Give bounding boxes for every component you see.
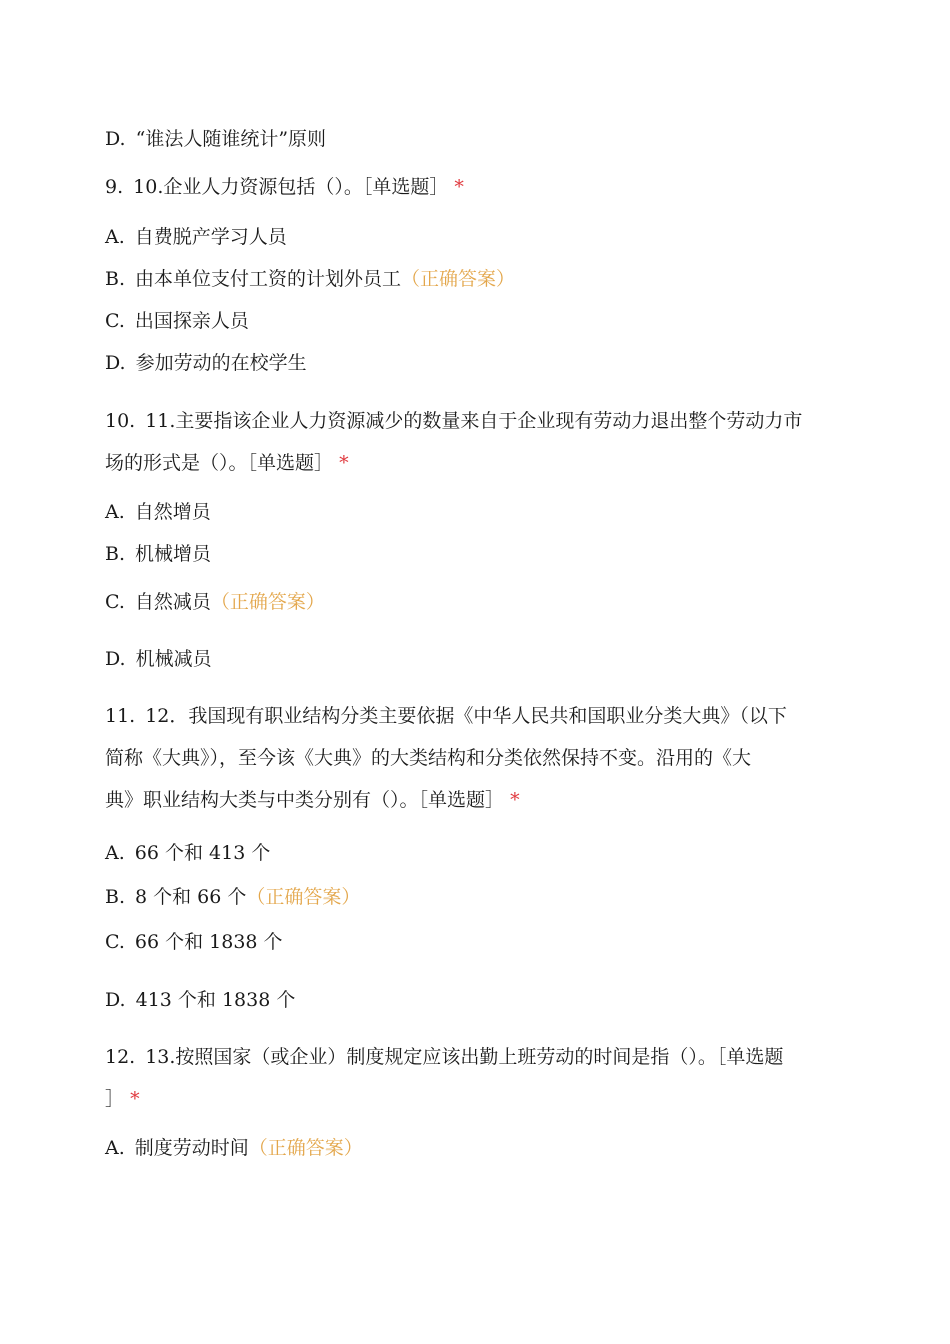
question-text: ］ — [105, 1088, 125, 1110]
required-mark: * — [339, 452, 349, 474]
option-label: D. — [105, 352, 126, 374]
question-type-tag: ［单选题］ — [362, 176, 449, 198]
question-11-option-a[interactable] — [105, 841, 270, 865]
question-type-tag: ［单选题］ — [418, 789, 505, 811]
option-label: A. — [105, 501, 125, 523]
question-9-option-a[interactable] — [105, 225, 287, 249]
correct-answer-tag: （正确答案） — [246, 886, 361, 908]
question-9-option-c[interactable] — [105, 309, 249, 333]
question-text: 简称《大典》），至今该《大典》的大类结构和分类依然保持不变。沿用的《大 — [105, 747, 752, 769]
option-text: 参加劳动的在校学生 — [135, 352, 307, 374]
option-text: 66 个和 1838 个 — [134, 931, 283, 953]
option-prev-d — [105, 127, 326, 151]
option-text: 机械增员 — [135, 543, 212, 565]
question-text: 场的形式是（）。 — [105, 452, 248, 474]
question-10-option-a[interactable] — [105, 500, 211, 524]
option-text: 自费脱产学习人员 — [134, 226, 287, 248]
option-label: B. — [105, 543, 126, 565]
question-text: 12．我国现有职业结构分类主要依据《中华人民共和国职业分类大典》（以下 — [145, 705, 787, 727]
question-11-option-c[interactable] — [105, 930, 283, 954]
question-10-option-b[interactable] — [105, 542, 211, 566]
question-number: 9. — [105, 176, 124, 198]
option-label: C. — [105, 310, 125, 332]
question-text: 11.主要指该企业人力资源减少的数量来自于企业现有劳动力退出整个劳动力市 — [145, 410, 803, 432]
question-12-title-line-1 — [105, 1045, 783, 1069]
question-12-title-line-2 — [105, 1087, 140, 1111]
question-11-title-line-3 — [105, 788, 520, 812]
option-label: D. — [105, 648, 126, 670]
option-text: 自然增员 — [134, 501, 211, 523]
correct-answer-tag: （正确答案） — [248, 1137, 363, 1159]
option-text: 由本单位支付工资的计划外员工 — [135, 268, 402, 290]
question-10-title-line-2 — [105, 451, 349, 475]
option-label: D. — [105, 989, 126, 1011]
question-12-option-a[interactable] — [105, 1136, 363, 1160]
question-10-option-c[interactable] — [105, 590, 325, 614]
option-label: D. — [105, 128, 126, 150]
question-10-option-d[interactable] — [105, 647, 212, 671]
option-text: “谁法人随谁统计”原则 — [135, 128, 327, 150]
option-label: B. — [105, 268, 126, 290]
question-number: 10. — [105, 410, 136, 432]
option-text: 413 个和 1838 个 — [135, 989, 296, 1011]
question-number: 12. — [105, 1046, 136, 1068]
question-11-title-line-1 — [105, 704, 787, 728]
option-label: B. — [105, 886, 126, 908]
option-label: A. — [105, 226, 125, 248]
question-number: 11. — [105, 705, 136, 727]
option-label: A. — [105, 842, 125, 864]
question-9-option-b[interactable] — [105, 267, 515, 291]
question-10-title-line-1 — [105, 409, 802, 433]
option-text: 66 个和 413 个 — [134, 842, 271, 864]
question-11-title-line-2 — [105, 746, 751, 770]
correct-answer-tag: （正确答案） — [210, 591, 325, 613]
question-11-option-d[interactable] — [105, 988, 295, 1012]
required-mark: * — [454, 176, 464, 198]
question-text: 典》职业结构大类与中类分别有（）。 — [105, 789, 419, 811]
question-9-title — [105, 175, 464, 199]
question-11-option-b[interactable] — [105, 885, 360, 909]
option-label: C. — [105, 591, 125, 613]
question-text: 13.按照国家（或企业）制度规定应该出勤上班劳动的时间是指（）。［单选题 — [145, 1046, 784, 1068]
question-type-tag: ［单选题］ — [247, 452, 334, 474]
required-mark: * — [130, 1088, 140, 1110]
option-text: 8 个和 66 个 — [135, 886, 247, 908]
question-text: 10.企业人力资源包括（）。 — [133, 176, 363, 198]
question-9-option-d[interactable] — [105, 351, 307, 375]
option-text: 自然减员 — [134, 591, 211, 613]
correct-answer-tag: （正确答案） — [401, 268, 516, 290]
required-mark: * — [510, 789, 520, 811]
option-text: 出国探亲人员 — [134, 310, 249, 332]
option-label: A. — [105, 1137, 125, 1159]
option-label: C. — [105, 931, 125, 953]
option-text: 制度劳动时间 — [134, 1137, 249, 1159]
option-text: 机械减员 — [135, 648, 212, 670]
